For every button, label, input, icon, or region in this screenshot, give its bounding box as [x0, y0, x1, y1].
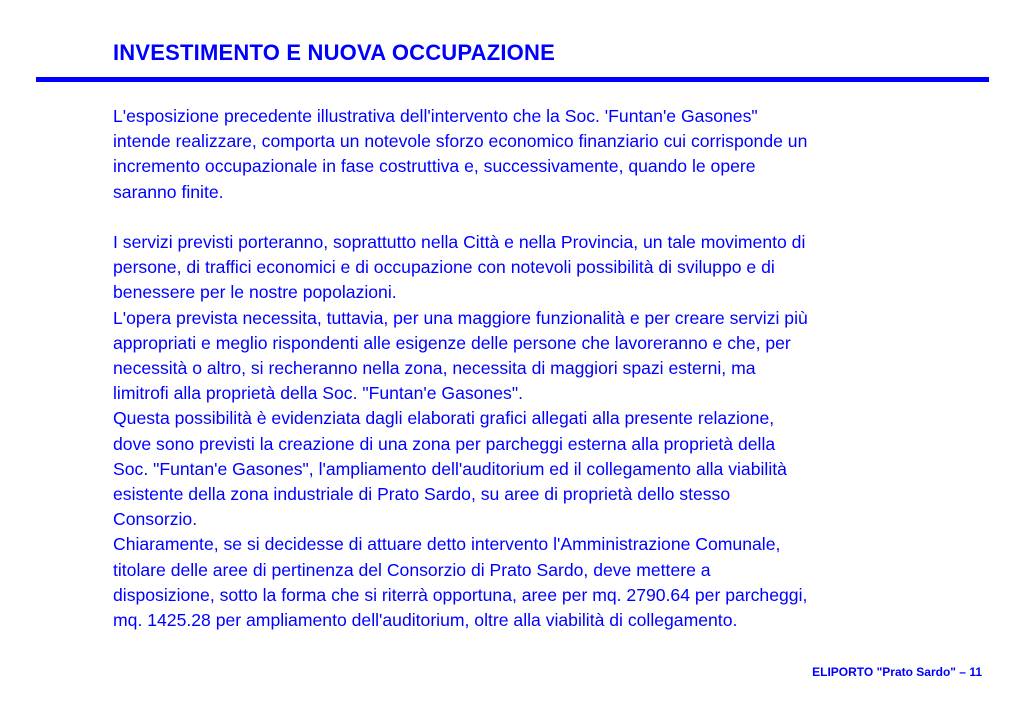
text-line: intende realizzare, comporta un notevole sforzo economico finanziario cui corrisponde un — [113, 131, 808, 152]
text-line: Soc. "Funtan'e Gasones", l'ampliamento dell'auditorium ed il collegamento alla viabilità — [113, 458, 787, 479]
text-line: saranno finite. — [113, 181, 224, 202]
text-line: disposizione, sotto la forma che si riterrà opportuna, aree per mq. 2790.64 per parcheggi, — [113, 584, 808, 605]
text-line: incremento occupazionale in fase costruttiva e, successivamente, quando le opere — [113, 156, 756, 177]
text-line: mq. 1425.28 per ampliamento dell'auditorium, oltre alla viabilità di collegamento. — [113, 610, 738, 631]
paragraph-services — [113, 230, 973, 633]
text-line: Questa possibilità è evidenziata dagli elaborati grafici allegati alla presente relazione, — [113, 408, 775, 429]
text-line: L'opera prevista necessita, tuttavia, per una maggiore funzionalità e per creare servizi più — [113, 307, 808, 328]
text-line: Consorzio. — [113, 509, 198, 530]
text-line: Chiaramente, se si decidesse di attuare detto intervento l'Amministrazione Comunale, — [113, 534, 781, 555]
text-line: persone, di traffici economici e di occupazione con notevoli possibilità di sviluppo e di — [113, 257, 775, 278]
text-line: I servizi previsti porteranno, soprattutto nella Città e nella Provincia, un tale movimento di — [113, 232, 806, 252]
text-line: limitrofi alla proprietà della Soc. "Funtan'e Gasones". — [113, 383, 523, 404]
page-footer: ELIPORTO "Prato Sardo" – 11 — [812, 665, 982, 679]
text-line: necessità o altro, si recheranno nella zona, necessita di maggiori spazi esterni, ma — [113, 358, 756, 379]
text-line: appropriati e meglio rispondenti alle esigenze delle persone che lavoreranno e che, per — [113, 332, 791, 353]
paragraph-intro — [113, 104, 973, 205]
text-line: L'esposizione precedente illustrativa dell'intervento che la Soc. 'Funtan'e Gasones" — [113, 106, 758, 126]
text-line: esistente della zona industriale di Prato Sardo, su aree di proprietà dello stesso — [113, 484, 731, 505]
text-line: dove sono previsti la creazione di una zona per parcheggi esterna alla proprietà della — [113, 433, 776, 454]
text-line: titolare delle aree di pertinenza del Consorzio di Prato Sardo, deve mettere a — [113, 559, 711, 580]
page-title: INVESTIMENTO E NUOVA OCCUPAZIONE — [113, 40, 555, 65]
body-text — [113, 104, 973, 633]
title-underline-rule — [36, 77, 989, 82]
text-line: benessere per le nostre popolazioni. — [113, 282, 397, 303]
paragraph-spacer — [113, 205, 973, 230]
